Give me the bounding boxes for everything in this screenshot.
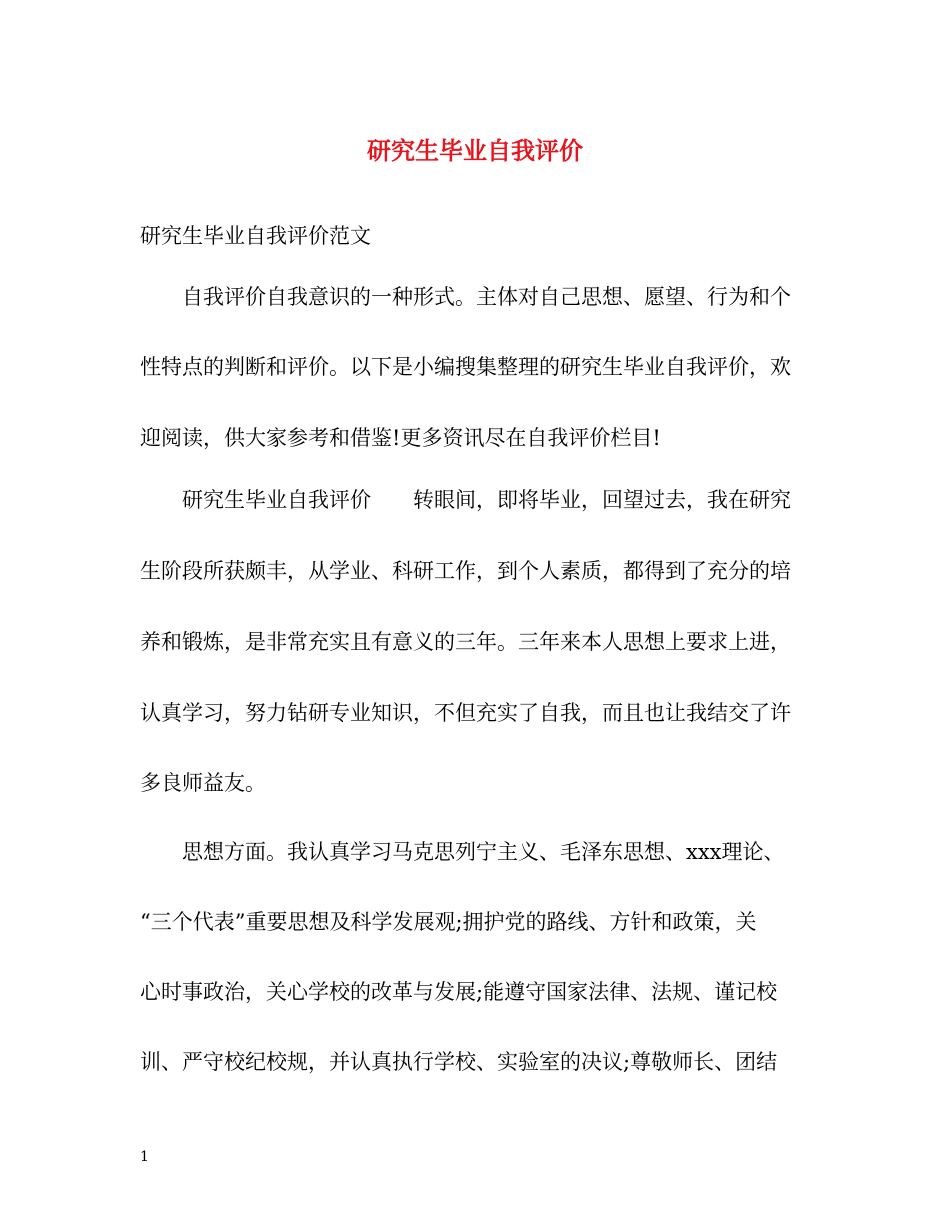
body-line: 生阶段所获颇丰，从学业、科研工作，到个人素质，都得到了充分的培 <box>140 559 791 583</box>
body-line: 训、严守校纪校规，并认真执行学校、实验室的决议;尊敬师长、团结 <box>140 1050 778 1074</box>
body-line: 研究生毕业自我评价 转眼间，即将毕业，回望过去，我在研究 <box>182 488 791 512</box>
body-line: 多良师益友。 <box>140 771 266 795</box>
body-line: 心时事政治，关心学校的改革与发展;能遵守国家法律、法规、谨记校 <box>140 980 778 1004</box>
body-line: 迎阅读，供大家参考和借鉴!更多资讯尽在自我评价栏目! <box>140 426 661 450</box>
document-title: 研究生毕业自我评价 <box>367 136 583 165</box>
body-line: 性特点的判断和评价。以下是小编搜集整理的研究生毕业自我评价，欢 <box>140 355 791 379</box>
body-line: “三个代表”重要思想及科学发展观;拥护党的路线、方针和政策，关 <box>140 910 757 934</box>
body-line: 养和锻炼，是非常充实且有意义的三年。三年来本人思想上要求上进， <box>140 630 791 654</box>
body-line: 自我评价自我意识的一种形式。主体对自己思想、愿望、行为和个 <box>182 285 791 309</box>
body-line: 思想方面。我认真学习马克思列宁主义、毛泽东思想、xxx理论、 <box>182 840 785 864</box>
document-subtitle: 研究生毕业自我评价范文 <box>140 224 371 248</box>
page-number: 1 <box>140 1149 149 1165</box>
body-line: 认真学习，努力钻研专业知识，不但充实了自我，而且也让我结交了许 <box>140 701 791 725</box>
